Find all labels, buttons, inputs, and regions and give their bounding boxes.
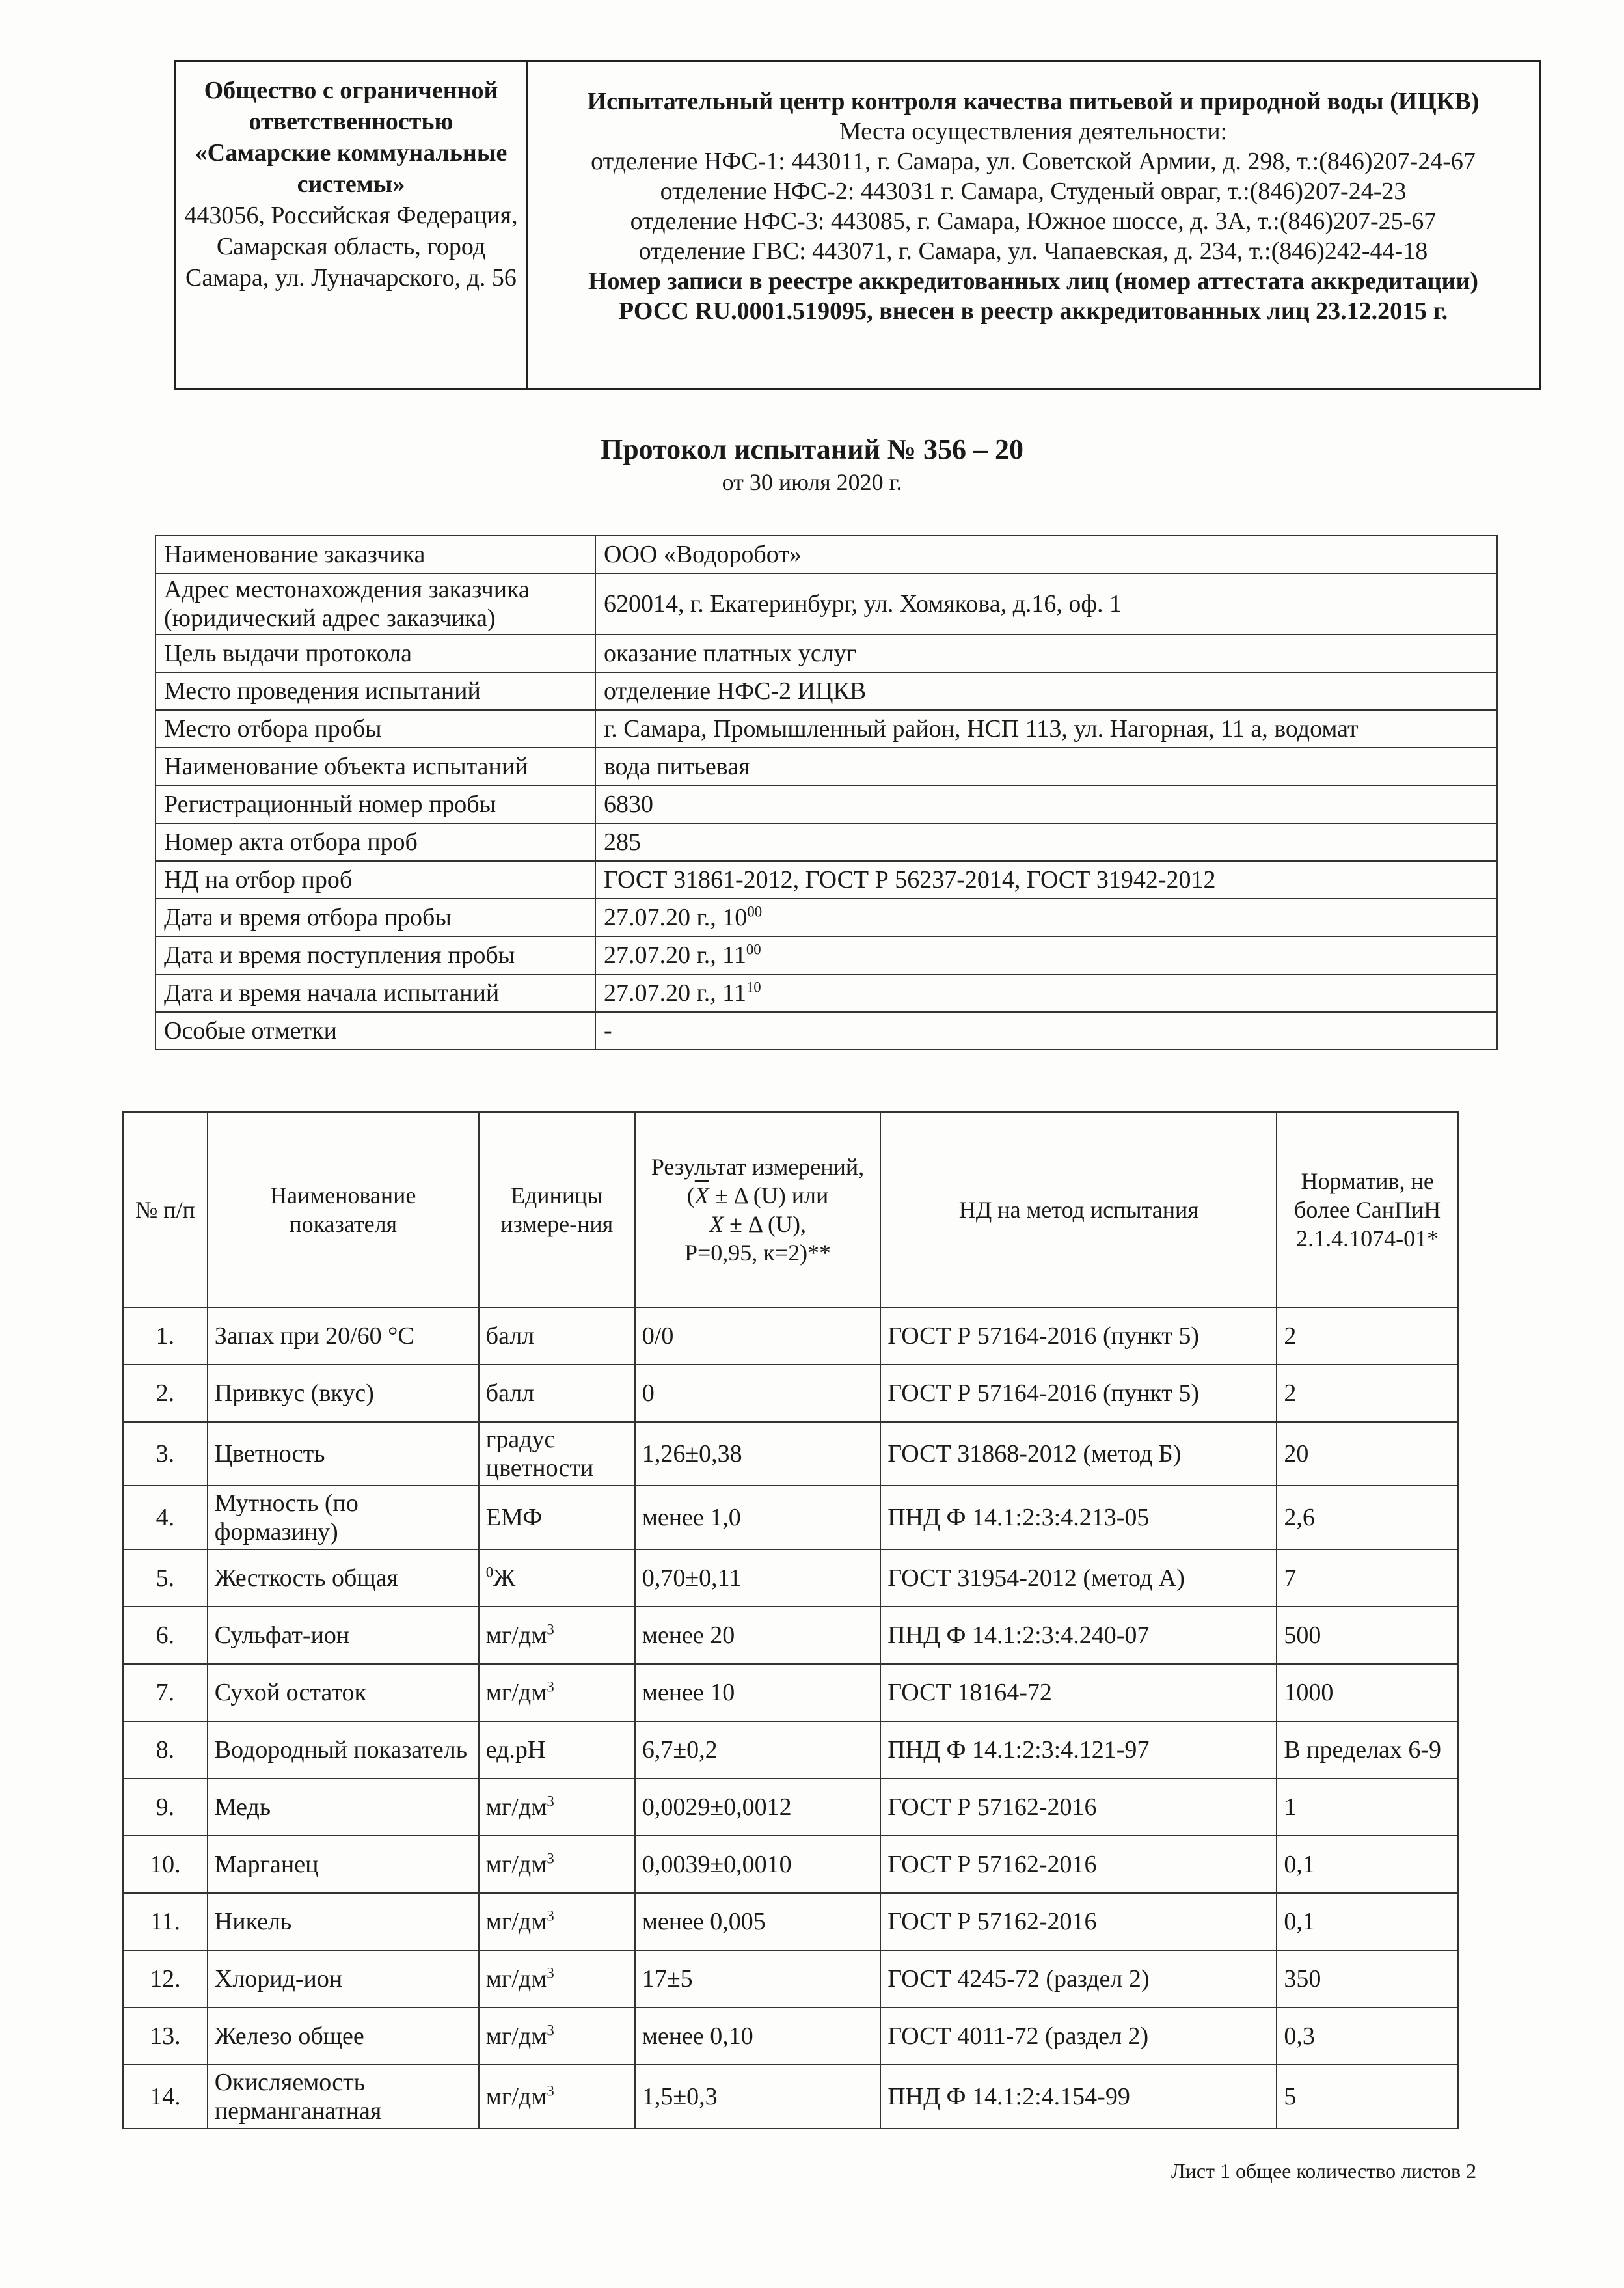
- info-value: ООО «Водоробот»: [595, 536, 1497, 573]
- unit-superscript: 3: [547, 2082, 554, 2099]
- info-row: [156, 974, 1497, 1012]
- result-value: 0: [635, 1365, 880, 1422]
- unit-superscript: 0: [485, 1564, 494, 1581]
- header-unit: Единицы измере-ния: [479, 1112, 635, 1307]
- parameter-name: Хлорид-ион: [208, 1950, 479, 2008]
- table-row: [123, 2008, 1458, 2065]
- table-row: [123, 2065, 1458, 2129]
- info-row: [156, 634, 1497, 672]
- table-row: [123, 1607, 1458, 1664]
- unit-text: мг/дм: [485, 1679, 547, 1706]
- norm-value: В пределах 6-9: [1277, 1721, 1458, 1778]
- table-row: [123, 1307, 1458, 1365]
- parameter-name: Никель: [208, 1893, 479, 1950]
- parameter-name: Жесткость общая: [208, 1549, 479, 1607]
- parameter-name: Сульфат-ион: [208, 1607, 479, 1664]
- info-value: оказание платных услуг: [595, 634, 1497, 672]
- method: ГОСТ Р 57162-2016: [880, 1893, 1277, 1950]
- norm-value: 2: [1277, 1365, 1458, 1422]
- header-name: Наименование показателя: [208, 1112, 479, 1307]
- table-row: [123, 1778, 1458, 1836]
- table-row: [123, 1664, 1458, 1721]
- unit: [479, 1549, 635, 1607]
- laboratory-cell: [528, 62, 1539, 388]
- unit-text: мг/дм: [485, 1965, 547, 1993]
- table-row: [123, 1422, 1458, 1486]
- result-value: 1,5±0,3: [635, 2065, 880, 2129]
- receipt-minutes: 00: [746, 941, 761, 958]
- table-row: [123, 1950, 1458, 2008]
- row-number: 2.: [123, 1365, 208, 1422]
- unit-superscript: 3: [547, 1850, 554, 1867]
- table-row: [123, 1721, 1458, 1778]
- table-row: [123, 1486, 1458, 1549]
- method: ГОСТ 31868-2012 (метод Б): [880, 1422, 1277, 1486]
- organization-address: 443056, Российская Федерация, Самарская область, город Самара, ул. Луначарского, д. 56: [184, 202, 518, 292]
- info-value: ГОСТ 31861-2012, ГОСТ Р 56237-2014, ГОСТ 31942-2012: [595, 861, 1497, 899]
- info-label: НД на отбор проб: [156, 861, 595, 899]
- parameter-name: Медь: [208, 1778, 479, 1836]
- organization-cell: [176, 62, 528, 388]
- parameter-name: Мутность (по формазину): [208, 1486, 479, 1549]
- unit: [479, 1365, 635, 1422]
- header-norm: Норматив, не более СанПиН 2.1.4.1074-01*: [1277, 1112, 1458, 1307]
- info-label: Место отбора пробы: [156, 710, 595, 748]
- unit-text: мг/дм: [485, 1851, 547, 1878]
- row-number: 12.: [123, 1950, 208, 2008]
- unit-text: мг/дм: [485, 2022, 547, 2050]
- unit-superscript: 3: [547, 1907, 554, 1924]
- norm-value: 2,6: [1277, 1486, 1458, 1549]
- result-value: менее 1,0: [635, 1486, 880, 1549]
- info-label: Дата и время отбора пробы: [156, 899, 595, 936]
- branch-nfs2: отделение НФС-2: 443031 г. Самара, Студеный овраг, т.:(846)207-24-23: [660, 178, 1407, 205]
- norm-value: 20: [1277, 1422, 1458, 1486]
- header-result-line3: [642, 1210, 873, 1238]
- unit-text: мг/дм: [485, 1622, 547, 1649]
- info-row: [156, 1012, 1497, 1050]
- unit-text: градус цветности: [485, 1426, 594, 1482]
- row-number: 11.: [123, 1893, 208, 1950]
- info-row: [156, 899, 1497, 936]
- parameter-name: Железо общее: [208, 2008, 479, 2065]
- unit-superscript: 3: [547, 1621, 554, 1638]
- norm-value: 2: [1277, 1307, 1458, 1365]
- row-number: 9.: [123, 1778, 208, 1836]
- page-footer: Лист 1 общее количество листов 2: [1171, 2159, 1477, 2183]
- norm-value: 350: [1277, 1950, 1458, 2008]
- method: ПНД Ф 14.1:2:3:4.213-05: [880, 1486, 1277, 1549]
- row-number: 1.: [123, 1307, 208, 1365]
- method: ПНД Ф 14.1:2:4.154-99: [880, 2065, 1277, 2129]
- info-value: отделение НФС-2 ИЦКВ: [595, 672, 1497, 710]
- info-row: [156, 785, 1497, 823]
- result-value: менее 10: [635, 1664, 880, 1721]
- header-block: [174, 60, 1541, 390]
- header-result: [635, 1112, 880, 1307]
- info-label: Дата и время поступления пробы: [156, 936, 595, 974]
- parameter-name: Цветность: [208, 1422, 479, 1486]
- result-value: 0,0039±0,0010: [635, 1836, 880, 1893]
- unit-text: балл: [485, 1380, 535, 1407]
- receipt-date: 27.07.20 г., 11: [604, 942, 746, 969]
- start-date: 27.07.20 г., 11: [604, 979, 746, 1007]
- unit: [479, 1893, 635, 1950]
- result-value: 0,70±0,11: [635, 1549, 880, 1607]
- norm-value: 0,1: [1277, 1836, 1458, 1893]
- unit: [479, 1778, 635, 1836]
- info-label: Цель выдачи протокола: [156, 634, 595, 672]
- unit: [479, 1607, 635, 1664]
- result-value: менее 20: [635, 1607, 880, 1664]
- norm-value: 0,1: [1277, 1893, 1458, 1950]
- unit: [479, 1664, 635, 1721]
- method: ГОСТ 4245-72 (раздел 2): [880, 1950, 1277, 2008]
- info-row: [156, 823, 1497, 861]
- row-number: 4.: [123, 1486, 208, 1549]
- norm-value: 1000: [1277, 1664, 1458, 1721]
- info-row: [156, 748, 1497, 785]
- table-row: [123, 1836, 1458, 1893]
- unit-superscript: 3: [547, 1793, 554, 1810]
- unit: [479, 1422, 635, 1486]
- info-value: [595, 899, 1497, 936]
- info-value: [595, 974, 1497, 1012]
- branch-gvs: отделение ГВС: 443071, г. Самара, ул. Чапаевская, д. 234, т.:(846)242-44-18: [638, 238, 1428, 265]
- parameter-name: Марганец: [208, 1836, 479, 1893]
- unit: [479, 2008, 635, 2065]
- unit-text: балл: [485, 1322, 535, 1350]
- sampling-date: 27.07.20 г., 10: [604, 904, 748, 931]
- unit: [479, 1836, 635, 1893]
- result-value: 17±5: [635, 1950, 880, 2008]
- unit-text: мг/дм: [485, 2083, 547, 2110]
- info-value: [595, 936, 1497, 974]
- method: ГОСТ Р 57164-2016 (пункт 5): [880, 1307, 1277, 1365]
- result-value: менее 0,10: [635, 2008, 880, 2065]
- info-label: Особые отметки: [156, 1012, 595, 1050]
- unit-superscript: 3: [547, 2022, 554, 2039]
- row-number: 8.: [123, 1721, 208, 1778]
- result-value: 6,7±0,2: [635, 1721, 880, 1778]
- method: ГОСТ Р 57162-2016: [880, 1778, 1277, 1836]
- parameter-name: Сухой остаток: [208, 1664, 479, 1721]
- parameter-name: Привкус (вкус): [208, 1365, 479, 1422]
- unit-text: мг/дм: [485, 1793, 547, 1821]
- info-value: -: [595, 1012, 1497, 1050]
- norm-value: 1: [1277, 1778, 1458, 1836]
- norm-value: 0,3: [1277, 2008, 1458, 2065]
- info-row: [156, 710, 1497, 748]
- method: ГОСТ 4011-72 (раздел 2): [880, 2008, 1277, 2065]
- protocol-date: от 30 июля 2020 г.: [722, 469, 902, 495]
- unit: [479, 1721, 635, 1778]
- header-result-text2: ± Δ (U) или: [709, 1182, 829, 1208]
- row-number: 5.: [123, 1549, 208, 1607]
- branch-nfs1: отделение НФС-1: 443011, г. Самара, ул. Советской Армии, д. 298, т.:(846)207-24-67: [591, 148, 1476, 175]
- row-number: 7.: [123, 1664, 208, 1721]
- sampling-minutes: 00: [747, 903, 763, 920]
- info-row: [156, 573, 1497, 634]
- info-label: Дата и время начала испытаний: [156, 974, 595, 1012]
- unit: [479, 1950, 635, 2008]
- unit-superscript: 3: [547, 1678, 554, 1695]
- branch-nfs3: отделение НФС-3: 443085, г. Самара, Южное шоссе, д. 3А, т.:(846)207-25-67: [630, 208, 1437, 235]
- info-value: г. Самара, Промышленный район, НСП 113, ул. Нагорная, 11 а, водомат: [595, 710, 1497, 748]
- header-method: НД на метод испытания: [880, 1112, 1277, 1307]
- header-result-line2: ($\overline{X} \pm \Delta$ (U) или: [686, 1182, 829, 1208]
- info-value: 620014, г. Екатеринбург, ул. Хомякова, д.16, оф. 1: [595, 573, 1497, 634]
- sample-info-table: [155, 535, 1498, 1050]
- method: ГОСТ 31954-2012 (метод А): [880, 1549, 1277, 1607]
- row-number: 6.: [123, 1607, 208, 1664]
- info-label: Адрес местонахождения заказчика (юридический адрес заказчика): [156, 573, 595, 634]
- places-title: Места осуществления деятельности:: [839, 118, 1228, 145]
- accreditation-line-2: РОСС RU.0001.519095, внесен в реестр аккредитованных лиц 23.12.2015 г.: [618, 297, 1448, 325]
- info-value: 285: [595, 823, 1497, 861]
- info-label: Наименование заказчика: [156, 536, 595, 573]
- unit-text: Ж: [493, 1564, 516, 1592]
- info-row: [156, 936, 1497, 974]
- x-bar: $\overline{X}$: [694, 1182, 709, 1208]
- accreditation-line-1: Номер записи в реестре аккредитованных лиц (номер аттестата аккредитации): [588, 267, 1478, 295]
- unit: [479, 1486, 635, 1549]
- method: ГОСТ 18164-72: [880, 1664, 1277, 1721]
- method: ГОСТ Р 57162-2016: [880, 1836, 1277, 1893]
- info-label: Место проведения испытаний: [156, 672, 595, 710]
- info-row: [156, 861, 1497, 899]
- results-table: [122, 1111, 1459, 2129]
- result-value: 0/0: [635, 1307, 880, 1365]
- header-num: № п/п: [123, 1112, 208, 1307]
- table-row: [123, 1549, 1458, 1607]
- method: ПНД Ф 14.1:2:3:4.240-07: [880, 1607, 1277, 1664]
- unit: [479, 1307, 635, 1365]
- info-label: Номер акта отбора проб: [156, 823, 595, 861]
- info-row: [156, 536, 1497, 573]
- unit: [479, 2065, 635, 2129]
- unit-text: ЕМФ: [485, 1504, 543, 1531]
- header-result-line1: Результат измерений,: [651, 1154, 865, 1180]
- row-number: 10.: [123, 1836, 208, 1893]
- parameter-name: Окисляемость перманганатная: [208, 2065, 479, 2129]
- result-value: менее 0,005: [635, 1893, 880, 1950]
- row-number: 14.: [123, 2065, 208, 2129]
- start-minutes: 10: [746, 979, 761, 996]
- info-value: вода питьевая: [595, 748, 1497, 785]
- protocol-title: Протокол испытаний № 356 – 20: [600, 433, 1024, 465]
- row-number: 13.: [123, 2008, 208, 2065]
- unit-text: ед.рН: [485, 1736, 546, 1764]
- norm-value: 5: [1277, 2065, 1458, 2129]
- x-symbol: X: [709, 1211, 724, 1237]
- organization-name: Общество с ограниченной ответственностью «Самарские коммунальные системы»: [195, 77, 508, 198]
- info-row: [156, 672, 1497, 710]
- info-label: Наименование объекта испытаний: [156, 748, 595, 785]
- result-value: 0,0029±0,0012: [635, 1778, 880, 1836]
- header-result-line4: Р=0,95, к=2)**: [684, 1240, 832, 1266]
- results-header-row: [123, 1112, 1458, 1307]
- method: ГОСТ Р 57164-2016 (пункт 5): [880, 1365, 1277, 1422]
- norm-value: 500: [1277, 1607, 1458, 1664]
- table-row: [123, 1893, 1458, 1950]
- laboratory-name: Испытательный центр контроля качества питьевой и природной воды (ИЦКВ): [587, 88, 1480, 115]
- method: ПНД Ф 14.1:2:3:4.121-97: [880, 1721, 1277, 1778]
- results-body: [123, 1307, 1458, 2129]
- info-label: Регистрационный номер пробы: [156, 785, 595, 823]
- row-number: 3.: [123, 1422, 208, 1486]
- header-result-text3: ± Δ (U),: [724, 1211, 806, 1237]
- unit-text: мг/дм: [485, 1908, 547, 1935]
- parameter-name: Запах при 20/60 °С: [208, 1307, 479, 1365]
- norm-value: 7: [1277, 1549, 1458, 1607]
- unit-superscript: 3: [547, 1965, 554, 1982]
- result-value: 1,26±0,38: [635, 1422, 880, 1486]
- table-row: [123, 1365, 1458, 1422]
- parameter-name: Водородный показатель: [208, 1721, 479, 1778]
- info-value: 6830: [595, 785, 1497, 823]
